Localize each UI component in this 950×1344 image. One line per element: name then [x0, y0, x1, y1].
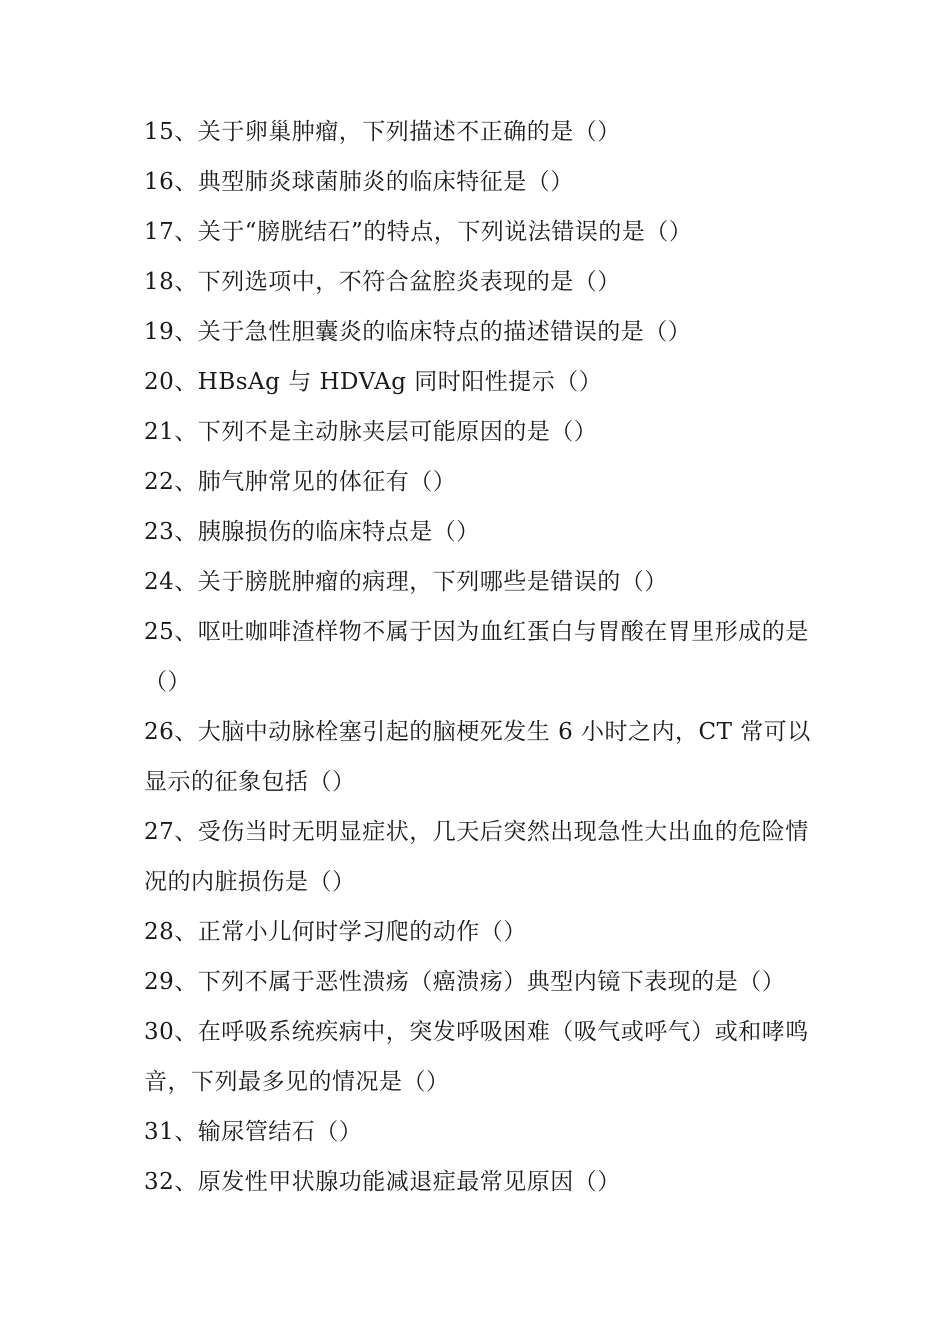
question-item: 20、HBsAg 与 HDVAg 同时阳性提示（）: [144, 369, 603, 395]
question-item: 27、受伤当时无明显症状，几天后突然出现急性大出血的危险情况的内脏损伤是（）: [144, 819, 809, 895]
question-item: 24、关于膀胱肿瘤的病理，下列哪些是错误的（）: [144, 569, 668, 595]
question-item: 23、胰腺损伤的临床特点是（）: [144, 519, 480, 545]
question-list: [144, 107, 816, 1207]
question-item: 26、大脑中动脉栓塞引起的脑梗死发生 6 小时之内，CT 常可以显示的征象包括（）: [144, 719, 811, 795]
question-item: 16、典型肺炎球菌肺炎的临床特征是（）: [144, 169, 574, 195]
question-item: 25、呕吐咖啡渣样物不属于因为血红蛋白与胃酸在胃里形成的是（）: [144, 619, 809, 695]
question-item: 21、下列不是主动脉夹层可能原因的是（）: [144, 419, 598, 445]
question-item: 18、下列选项中，不符合盆腔炎表现的是（）: [144, 269, 621, 295]
question-item: 19、关于急性胆囊炎的临床特点的描述错误的是（）: [144, 319, 692, 345]
question-item: 29、下列不属于恶性溃疡（癌溃疡）典型内镜下表现的是（）: [144, 969, 786, 995]
question-item: 31、输尿管结石（）: [144, 1119, 363, 1145]
question-item: 28、正常小儿何时学习爬的动作（）: [144, 919, 527, 945]
question-item: 22、肺气肿常见的体征有（）: [144, 469, 457, 495]
question-item: 17、关于“膀胱结石”的特点，下列说法错误的是（）: [144, 219, 693, 245]
question-item: 15、关于卵巢肿瘤，下列描述不正确的是（）: [144, 119, 621, 145]
question-item: 32、原发性甲状腺功能减退症最常见原因（）: [144, 1169, 621, 1195]
question-item: 30、在呼吸系统疾病中，突发呼吸困难（吸气或呼气）或和哮鸣音，下列最多见的情况是（）: [144, 1019, 809, 1095]
